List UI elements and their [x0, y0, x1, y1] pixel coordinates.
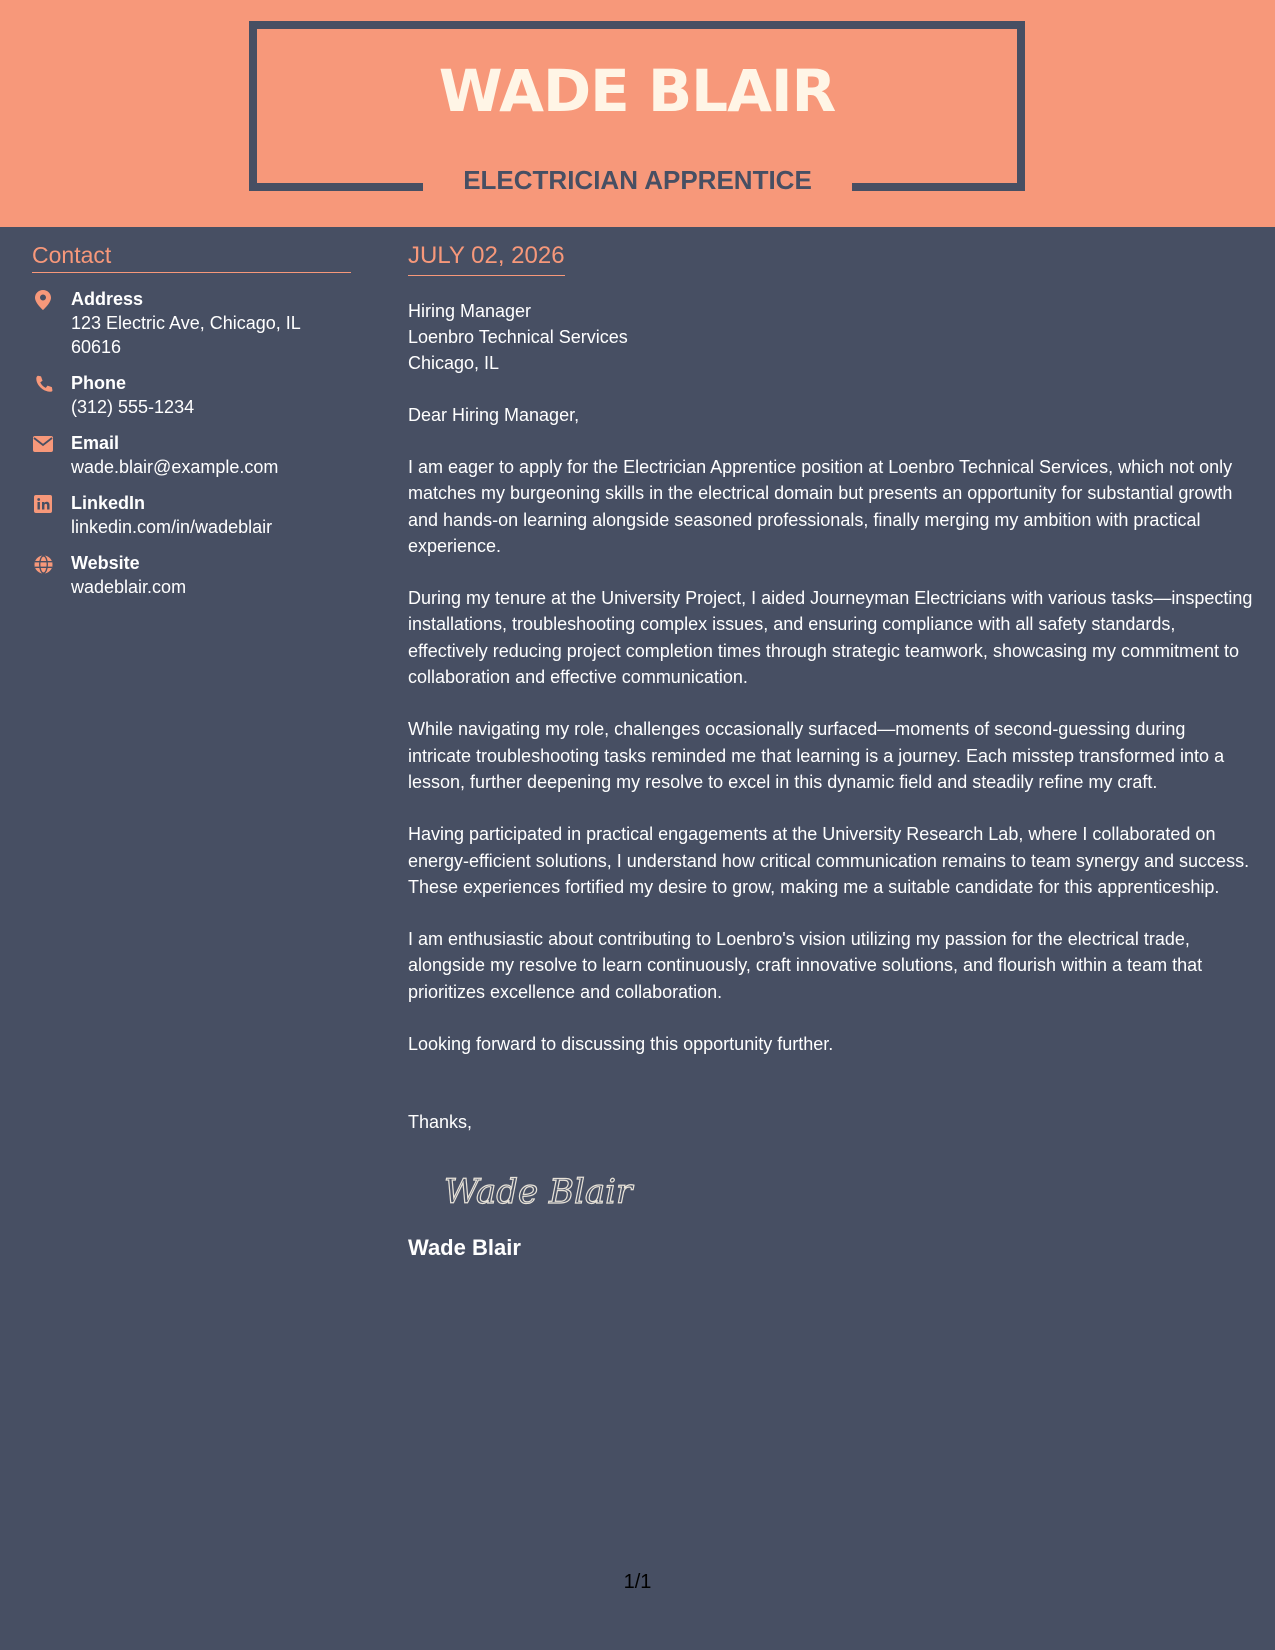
letter-paragraph: During my tenure at the University Project, I aided Journeyman Electricians with various tasks—inspecting installations, troubleshooting complex issues, and ensuring compliance with all safety standards, effectively reducing project completion times through strategic teamwork, showcasing my commitment to collaboration and effective communication. [408, 588, 1253, 688]
signer-name: Wade Blair [408, 1235, 521, 1261]
recipient-line: Hiring Manager [408, 301, 532, 321]
globe-icon [32, 553, 54, 575]
contact-website [32, 551, 351, 599]
contact-label: Website [71, 553, 140, 573]
contact-section-title: Contact [32, 244, 351, 273]
frame-divider-right [852, 183, 1025, 191]
contact-address [32, 287, 351, 359]
frame-divider-left [249, 183, 423, 191]
letter-paragraph: Having participated in practical engagements at the University Research Lab, where I collaborated on energy-efficient solutions, I understand how critical communication remains to team synergy and success. These experiences fortified my desire to grow, making me a suitable candidate for this apprenticeship. [408, 824, 1250, 897]
recipient-block [408, 298, 1253, 376]
envelope-icon [32, 433, 54, 455]
recipient-line: Chicago, IL [408, 353, 500, 373]
contact-list [32, 287, 351, 599]
phone-icon [32, 373, 54, 395]
website-value: wadeblair.com [71, 577, 187, 597]
letter-paragraph: I am enthusiastic about contributing to Loenbro's vision utilizing my passion for the electrical trade, alongside my resolve to learn continuously, craft innovative solutions, and flourish within a team that prioritizes excellence and collaboration. [408, 929, 1203, 1002]
svg-text:Wade Blair: Wade Blair [444, 1172, 633, 1213]
contact-sidebar [32, 244, 351, 611]
recipient-line: Loenbro Technical Services [408, 327, 628, 347]
contact-phone [32, 371, 351, 419]
contact-label: LinkedIn [71, 493, 146, 513]
contact-label: Email [71, 433, 120, 453]
address-value: 123 Electric Ave, Chicago, IL 60616 [71, 313, 301, 357]
letter-date: JULY 02, 2026 [408, 244, 565, 276]
linkedin-icon [32, 493, 54, 515]
letter-body [408, 244, 1253, 1259]
email-value: wade.blair@example.com [71, 457, 279, 477]
handwritten-signature [442, 1171, 1253, 1215]
page-number: 1/1 [623, 1571, 652, 1593]
phone-value: (312) 555-1234 [71, 397, 195, 417]
salutation: Dear Hiring Manager, [408, 405, 580, 425]
contact-email [32, 431, 351, 479]
job-title: ELECTRICIAN APPRENTICE [463, 165, 812, 195]
closing: Thanks, [408, 1112, 473, 1133]
letter-paragraph: Looking forward to discussing this opportunity further. [408, 1034, 834, 1055]
candidate-name: WADE BLAIR [438, 57, 836, 125]
letter-paragraph: While navigating my role, challenges occasionally surfaced—moments of second-guessing during intricate troubleshooting tasks reminded me that learning is a journey. Each misstep transformed into a lesson, further deepening my resolve to excel in this dynamic field and steadily refine my craft. [408, 719, 1225, 792]
contact-linkedin [32, 491, 351, 539]
contact-label: Phone [71, 373, 127, 393]
letter-paragraph: I am eager to apply for the Electrician Apprentice position at Loenbro Technical Services, which not only matches my burgeoning skills in the electrical domain but presents an opportunity for substantial growth and hands-on learning alongside seasoned professionals, finally merging my ambition with practical experience. [408, 457, 1233, 556]
contact-label: Address [71, 289, 144, 309]
linkedin-value: linkedin.com/in/wadeblair [71, 517, 273, 537]
location-pin-icon [32, 289, 54, 311]
